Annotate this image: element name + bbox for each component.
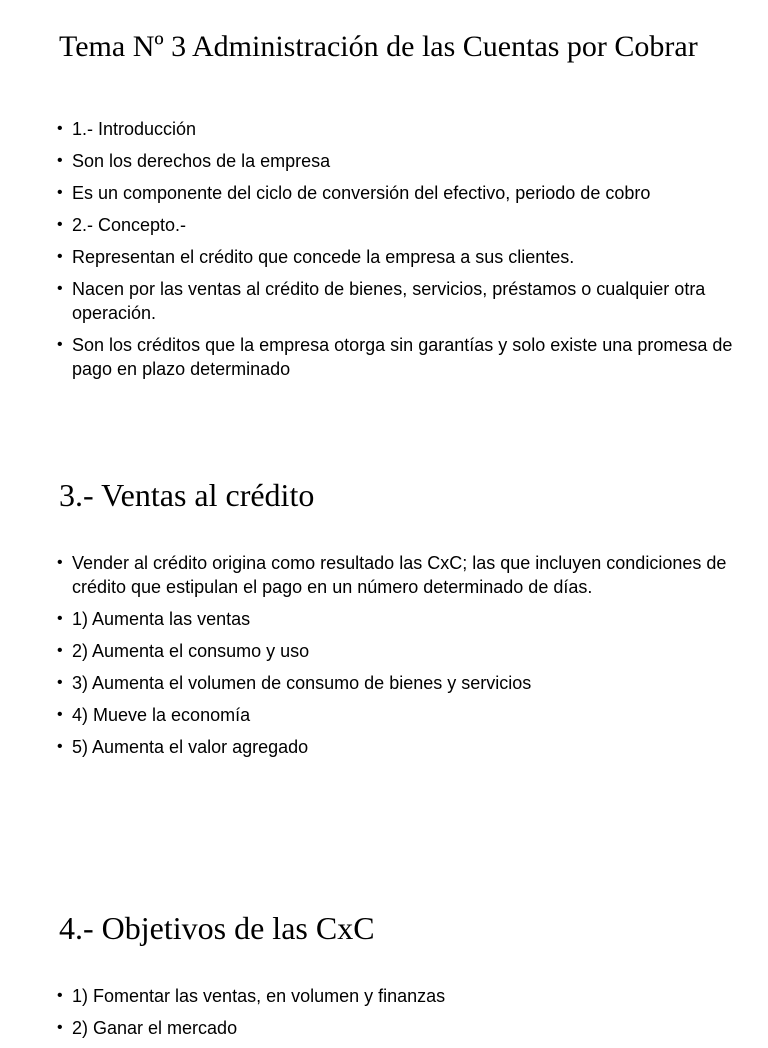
list-item: [57, 607, 737, 631]
list-item-text: 1) Aumenta las ventas: [72, 609, 251, 629]
list-item-text: 2) Ganar el mercado: [72, 1018, 238, 1038]
bullet-icon: •: [57, 1019, 63, 1036]
bullet-list: [57, 984, 737, 1048]
slide-title: 4.- Objetivos de las CxC: [59, 910, 375, 946]
list-item-text: 2) Aumenta el consumo y uso: [72, 641, 310, 661]
list-item: [57, 333, 737, 381]
list-item: [57, 671, 737, 695]
list-item: [57, 117, 737, 141]
list-item-text: 2.- Concepto.-: [72, 215, 187, 235]
bullet-icon: •: [57, 216, 63, 233]
bullet-list: [57, 551, 737, 767]
list-item-text: Representan el crédito que concede la empresa a sus clientes.: [72, 247, 575, 267]
list-item-text: 4) Mueve la economía: [72, 705, 251, 725]
bullet-icon: •: [57, 738, 63, 755]
list-item-text: 3) Aumenta el volumen de consumo de bienes y servicios: [72, 673, 532, 693]
list-item-text: Nacen por las ventas al crédito de bienes, servicios, préstamos o cualquier otra operación.: [72, 279, 706, 323]
list-item-text: Son los créditos que la empresa otorga sin garantías y solo existe una promesa de pago en plazo determinado: [72, 335, 733, 379]
bullet-icon: •: [57, 184, 63, 201]
list-item: [57, 245, 737, 269]
bullet-icon: •: [57, 674, 63, 691]
list-item-text: 1.- Introducción: [72, 119, 197, 139]
bullet-icon: •: [57, 987, 63, 1004]
slide-title: 3.- Ventas al crédito: [59, 477, 315, 513]
list-item-text: 1) Fomentar las ventas, en volumen y finanzas: [72, 986, 446, 1006]
bullet-list: [57, 117, 737, 389]
bullet-icon: •: [57, 120, 63, 137]
bullet-icon: •: [57, 152, 63, 169]
list-item: [57, 735, 737, 759]
bullet-icon: •: [57, 248, 63, 265]
list-item: [57, 639, 737, 663]
list-item: [57, 149, 737, 173]
list-item: [57, 181, 737, 205]
list-item: [57, 1016, 737, 1040]
bullet-icon: •: [57, 336, 63, 353]
bullet-icon: •: [57, 706, 63, 723]
list-item-text: 5) Aumenta el valor agregado: [72, 737, 309, 757]
bullet-icon: •: [57, 642, 63, 659]
bullet-icon: •: [57, 610, 63, 627]
list-item-text: Son los derechos de la empresa: [72, 151, 331, 171]
slide-title: Tema Nº 3 Administración de las Cuentas por Cobrar: [59, 30, 698, 63]
list-item: [57, 703, 737, 727]
list-item: [57, 213, 737, 237]
list-item-text: Es un componente del ciclo de conversión del efectivo, periodo de cobro: [72, 183, 651, 203]
list-item-text: Vender al crédito origina como resultado las CxC; las que incluyen condiciones de crédito que estipulan el pago en un número determinado de días.: [72, 553, 727, 597]
list-item: [57, 277, 737, 325]
list-item: [57, 551, 737, 599]
list-item: [57, 984, 737, 1008]
bullet-icon: •: [57, 280, 63, 297]
bullet-icon: •: [57, 554, 63, 571]
